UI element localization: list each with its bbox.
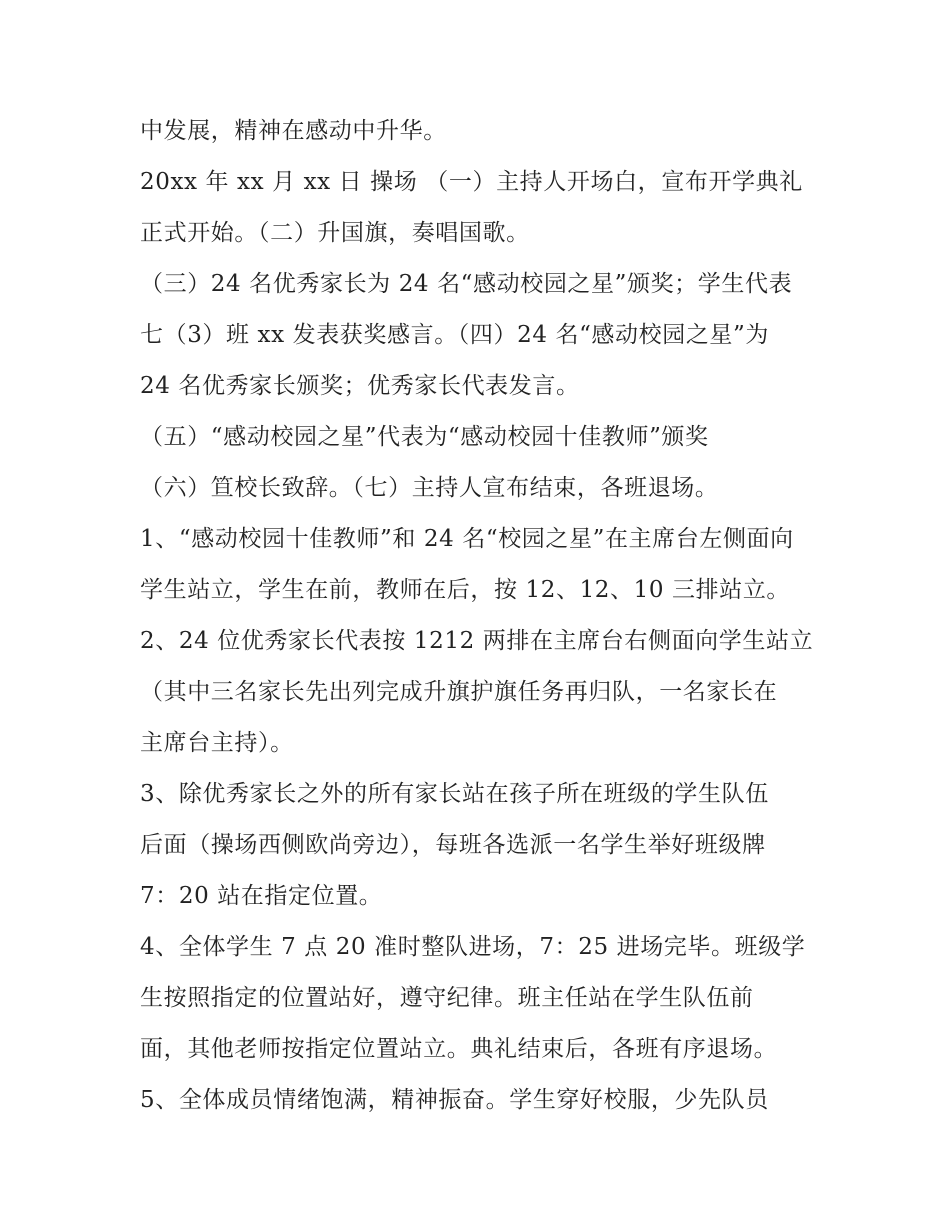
text-line: 主席台主持）。 [140,730,294,756]
text-line: 5、全体成员情绪饱满，精神振奋。学生穿好校服，少先队员 [140,1087,769,1113]
text-line: 学生站立，学生在前，教师在后，按 12、12、10 三排站立。 [140,577,791,603]
text-line: 24 名优秀家长颁奖；优秀家长代表发言。 [140,373,580,399]
text-line: （五）“感动校园之星”代表为“感动校园十佳教师”颁奖 [140,424,709,450]
text-line: 4、全体学生 7 点 20 准时整队进场，7：25 进场完毕。班级学 [140,934,806,960]
text-line: （其中三名家长先出列完成升旗护旗任务再归队，一名家长在 [140,679,778,705]
text-line: 中发展，精神在感动中升华。 [140,118,447,144]
text-line: 1、“感动校园十佳教师”和 24 名“校园之星”在主席台左侧面向 [140,526,794,552]
text-line: 2、24 位优秀家长代表按 1212 两排在主席台右侧面向学生站立 [140,628,814,654]
text-line: 3、除优秀家长之外的所有家长站在孩子所在班级的学生队伍 [140,781,769,807]
document-body [140,106,820,1126]
text-line: 生按照指定的位置站好，遵守纪律。班主任站在学生队伍前 [140,985,754,1011]
text-line: 后面（操场西侧欧尚旁边），每班各选派一名学生举好班级牌 [140,832,766,858]
text-line: 正式开始。（二）升国旗，奏唱国歌。 [140,220,530,246]
text-line: 面，其他老师按指定位置站立。典礼结束后，各班有序退场。 [140,1036,778,1062]
text-line: 7：20 站在指定位置。 [140,883,383,909]
text-line: （六）笪校长致辞。（七）主持人宣布结束，各班退场。 [140,475,719,501]
text-line: 20xx 年 xx 月 xx 日 操场 （一）主持人开场白，宣布开学典礼 [140,169,803,195]
text-line: （三）24 名优秀家长为 24 名“感动校园之星”颁奖；学生代表 [140,271,793,297]
text-line: 七（3）班 xx 发表获奖感言。（四）24 名“感动校园之星”为 [140,322,769,348]
